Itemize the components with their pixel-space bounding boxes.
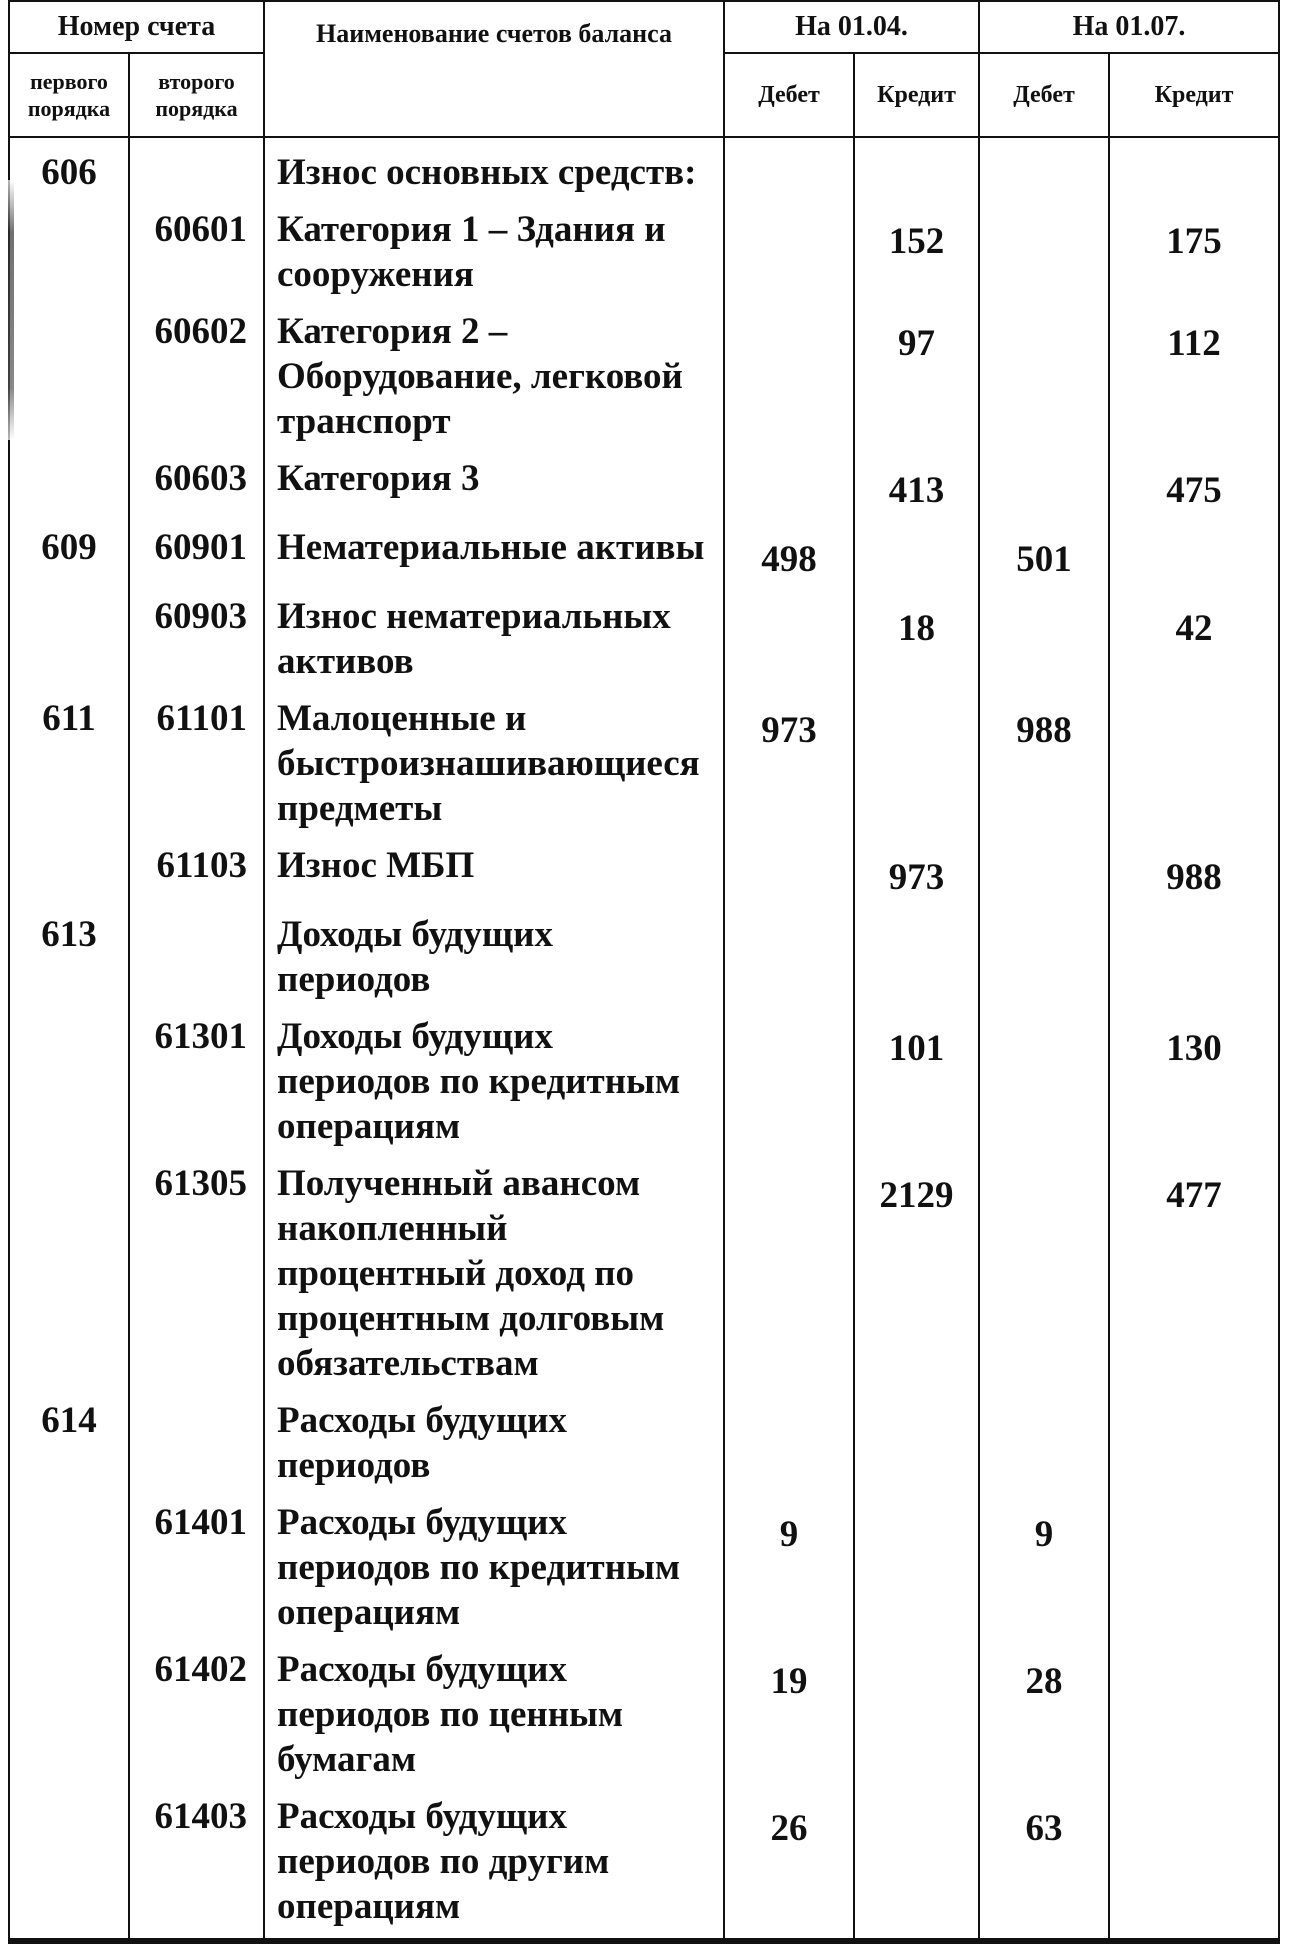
second-order-number: 60601 bbox=[129, 195, 264, 297]
table-row bbox=[9, 1386, 1279, 1488]
header-date-0107: На 01.07. bbox=[979, 1, 1279, 53]
credit-0104-value: 18 bbox=[854, 582, 979, 684]
first-order-number: 609 bbox=[9, 513, 129, 582]
account-name: Полученный авансом накопленный процентный доход по процентным долговым обязательствам bbox=[264, 1149, 724, 1386]
second-order-number: 61101 bbox=[129, 684, 264, 831]
credit-0104-value bbox=[854, 1782, 979, 1943]
second-order-number bbox=[129, 137, 264, 195]
credit-0107-value bbox=[1109, 1386, 1279, 1488]
debit-0107-value bbox=[979, 831, 1109, 900]
scan-edge-artifact bbox=[8, 180, 14, 440]
account-name: Расходы будущих периодов по другим операциям bbox=[264, 1782, 724, 1943]
debit-0104-value: 973 bbox=[724, 684, 854, 831]
credit-0104-value bbox=[854, 900, 979, 1002]
first-order-number: 611 bbox=[9, 684, 129, 831]
table-row bbox=[9, 684, 1279, 831]
second-order-number bbox=[129, 900, 264, 1002]
first-order-number bbox=[9, 582, 129, 684]
table-row bbox=[9, 1635, 1279, 1782]
table-bottom-border bbox=[8, 1938, 1280, 1941]
debit-0107-value bbox=[979, 1149, 1109, 1386]
debit-0104-value: 9 bbox=[724, 1488, 854, 1635]
credit-0107-value bbox=[1109, 1488, 1279, 1635]
credit-0107-value: 477 bbox=[1109, 1149, 1279, 1386]
header-credit-0107: Кредит bbox=[1109, 53, 1279, 137]
credit-0104-value: 973 bbox=[854, 831, 979, 900]
first-order-number bbox=[9, 1002, 129, 1149]
account-name: Износ МБП bbox=[264, 831, 724, 900]
table-row bbox=[9, 900, 1279, 1002]
header-account-name: Наименование счетов баланса bbox=[264, 1, 724, 137]
debit-0104-value: 26 bbox=[724, 1782, 854, 1943]
credit-0104-value bbox=[854, 684, 979, 831]
table-row bbox=[9, 513, 1279, 582]
debit-0107-value: 28 bbox=[979, 1635, 1109, 1782]
credit-0104-value: 101 bbox=[854, 1002, 979, 1149]
first-order-number bbox=[9, 444, 129, 513]
account-name: Малоценные и быстроизнашивающиеся предметы bbox=[264, 684, 724, 831]
account-name: Расходы будущих периодов bbox=[264, 1386, 724, 1488]
second-order-number bbox=[129, 1386, 264, 1488]
debit-0107-value bbox=[979, 1386, 1109, 1488]
debit-0104-value bbox=[724, 195, 854, 297]
second-order-number: 61403 bbox=[129, 1782, 264, 1943]
table-row bbox=[9, 1488, 1279, 1635]
credit-0107-value bbox=[1109, 513, 1279, 582]
debit-0107-value: 988 bbox=[979, 684, 1109, 831]
table-row bbox=[9, 582, 1279, 684]
header-first-order: первого порядка bbox=[9, 53, 129, 137]
table-row bbox=[9, 137, 1279, 195]
credit-0107-value: 42 bbox=[1109, 582, 1279, 684]
credit-0107-value bbox=[1109, 137, 1279, 195]
debit-0107-value bbox=[979, 137, 1109, 195]
credit-0104-value bbox=[854, 1488, 979, 1635]
first-order-number: 606 bbox=[9, 137, 129, 195]
credit-0107-value: 475 bbox=[1109, 444, 1279, 513]
table-row bbox=[9, 444, 1279, 513]
balance-accounts-table bbox=[8, 0, 1280, 1944]
account-name: Доходы будущих периодов bbox=[264, 900, 724, 1002]
table-row bbox=[9, 297, 1279, 444]
account-name: Расходы будущих периодов по ценным бумагам bbox=[264, 1635, 724, 1782]
debit-0104-value bbox=[724, 444, 854, 513]
first-order-number bbox=[9, 1488, 129, 1635]
first-order-number: 614 bbox=[9, 1386, 129, 1488]
credit-0107-value: 130 bbox=[1109, 1002, 1279, 1149]
second-order-number: 61301 bbox=[129, 1002, 264, 1149]
first-order-number bbox=[9, 1782, 129, 1943]
second-order-number: 60603 bbox=[129, 444, 264, 513]
account-name: Категория 1 – Здания и сооружения bbox=[264, 195, 724, 297]
debit-0107-value bbox=[979, 444, 1109, 513]
table-row bbox=[9, 195, 1279, 297]
account-name: Категория 3 bbox=[264, 444, 724, 513]
credit-0107-value: 175 bbox=[1109, 195, 1279, 297]
debit-0104-value bbox=[724, 582, 854, 684]
debit-0104-value bbox=[724, 831, 854, 900]
table-row bbox=[9, 1782, 1279, 1943]
credit-0107-value: 988 bbox=[1109, 831, 1279, 900]
credit-0104-value bbox=[854, 513, 979, 582]
debit-0104-value bbox=[724, 297, 854, 444]
debit-0107-value bbox=[979, 582, 1109, 684]
first-order-number bbox=[9, 831, 129, 900]
second-order-number: 61401 bbox=[129, 1488, 264, 1635]
credit-0107-value bbox=[1109, 900, 1279, 1002]
second-order-number: 60901 bbox=[129, 513, 264, 582]
header-second-order: второго порядка bbox=[129, 53, 264, 137]
debit-0104-value bbox=[724, 1002, 854, 1149]
debit-0104-value bbox=[724, 137, 854, 195]
credit-0104-value bbox=[854, 137, 979, 195]
first-order-number bbox=[9, 297, 129, 444]
debit-0104-value: 19 bbox=[724, 1635, 854, 1782]
credit-0104-value: 413 bbox=[854, 444, 979, 513]
first-order-number bbox=[9, 1635, 129, 1782]
debit-0107-value bbox=[979, 297, 1109, 444]
credit-0104-value bbox=[854, 1635, 979, 1782]
header-account-number: Номер счета bbox=[9, 1, 264, 53]
credit-0107-value: 112 bbox=[1109, 297, 1279, 444]
second-order-number: 60602 bbox=[129, 297, 264, 444]
header-debit-0104: Дебет bbox=[724, 53, 854, 137]
debit-0107-value: 501 bbox=[979, 513, 1109, 582]
account-name: Доходы будущих периодов по кредитным операциям bbox=[264, 1002, 724, 1149]
second-order-number: 61103 bbox=[129, 831, 264, 900]
credit-0104-value: 97 bbox=[854, 297, 979, 444]
first-order-number: 613 bbox=[9, 900, 129, 1002]
debit-0104-value: 498 bbox=[724, 513, 854, 582]
second-order-number: 60903 bbox=[129, 582, 264, 684]
debit-0107-value bbox=[979, 195, 1109, 297]
debit-0107-value bbox=[979, 1002, 1109, 1149]
debit-0107-value: 63 bbox=[979, 1782, 1109, 1943]
second-order-number: 61402 bbox=[129, 1635, 264, 1782]
balance-sheet-page bbox=[8, 0, 1280, 1946]
credit-0104-value: 152 bbox=[854, 195, 979, 297]
table-row bbox=[9, 1149, 1279, 1386]
first-order-number bbox=[9, 1149, 129, 1386]
credit-0107-value bbox=[1109, 1782, 1279, 1943]
credit-0104-value bbox=[854, 1386, 979, 1488]
debit-0104-value bbox=[724, 1386, 854, 1488]
account-name: Нематериальные активы bbox=[264, 513, 724, 582]
header-credit-0104: Кредит bbox=[854, 53, 979, 137]
account-name: Категория 2 – Оборудование, легковой транспорт bbox=[264, 297, 724, 444]
first-order-number bbox=[9, 195, 129, 297]
credit-0104-value: 2129 bbox=[854, 1149, 979, 1386]
credit-0107-value bbox=[1109, 1635, 1279, 1782]
table-row bbox=[9, 1002, 1279, 1149]
table-body bbox=[9, 137, 1279, 1943]
table-row bbox=[9, 831, 1279, 900]
header-debit-0107: Дебет bbox=[979, 53, 1109, 137]
credit-0107-value bbox=[1109, 684, 1279, 831]
debit-0104-value bbox=[724, 1149, 854, 1386]
second-order-number: 61305 bbox=[129, 1149, 264, 1386]
account-name: Износ основных средств: bbox=[264, 137, 724, 195]
header-date-0104: На 01.04. bbox=[724, 1, 979, 53]
debit-0107-value bbox=[979, 900, 1109, 1002]
account-name: Износ нематериальных активов bbox=[264, 582, 724, 684]
debit-0107-value: 9 bbox=[979, 1488, 1109, 1635]
account-name: Расходы будущих периодов по кредитным операциям bbox=[264, 1488, 724, 1635]
debit-0104-value bbox=[724, 900, 854, 1002]
